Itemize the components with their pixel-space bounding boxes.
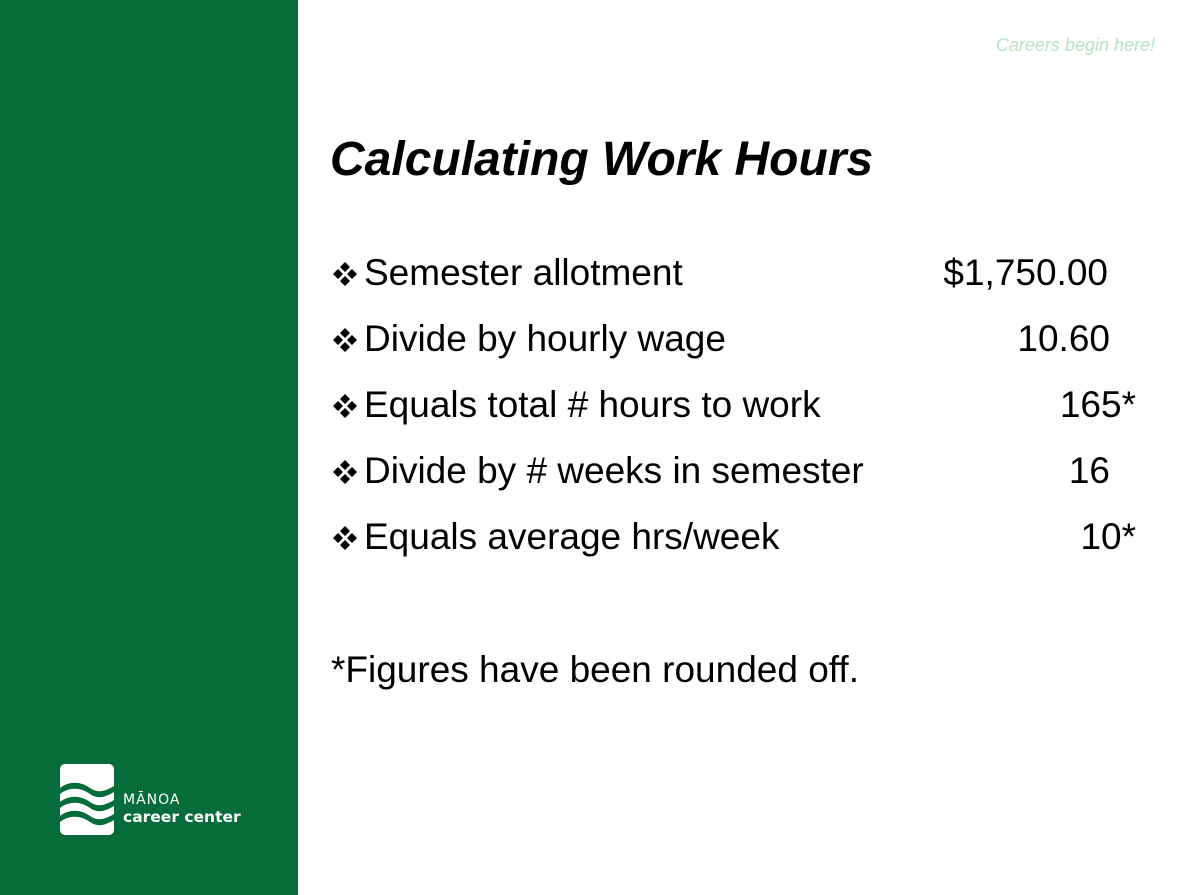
manoa-wave-logo-icon bbox=[60, 764, 114, 835]
bullet-label: Semester allotment bbox=[364, 252, 683, 293]
bullet-value: 16 bbox=[1068, 450, 1110, 491]
bullet-total-hours bbox=[331, 381, 1151, 447]
bullet-hourly-wage bbox=[331, 315, 1151, 381]
logo-line-career-center: career center bbox=[123, 808, 241, 826]
four-diamond-bullet-icon bbox=[331, 524, 359, 552]
bullet-average-hours bbox=[331, 513, 1151, 579]
four-diamond-bullet-icon bbox=[331, 260, 359, 288]
bullet-value: $1,750.00 bbox=[943, 252, 1108, 293]
green-sidebar bbox=[0, 0, 298, 895]
slide-title: Calculating Work Hours bbox=[330, 133, 874, 186]
tagline: Careers begin here! bbox=[995, 35, 1155, 55]
logo-line-manoa: MĀNOA bbox=[123, 792, 181, 808]
bullet-label: Divide by hourly wage bbox=[364, 318, 726, 359]
bullet-label: Equals average hrs/week bbox=[364, 516, 780, 557]
bullet-value: 10* bbox=[1080, 516, 1136, 557]
four-diamond-bullet-icon bbox=[331, 458, 359, 486]
bullet-weeks-in-semester bbox=[331, 447, 1151, 513]
manoa-career-center-logo bbox=[60, 764, 260, 836]
bullet-value: 165* bbox=[1059, 384, 1136, 425]
four-diamond-bullet-icon bbox=[331, 326, 359, 354]
footnote: *Figures have been rounded off. bbox=[331, 649, 859, 690]
bullet-label: Divide by # weeks in semester bbox=[364, 450, 864, 491]
logo-wordmark bbox=[123, 792, 241, 826]
four-diamond-bullet-icon bbox=[331, 392, 359, 420]
bullet-label: Equals total # hours to work bbox=[364, 384, 821, 425]
bullet-value: 10.60 bbox=[1017, 318, 1110, 359]
bullet-semester-allotment bbox=[331, 249, 1151, 315]
calculation-list bbox=[331, 249, 1151, 579]
